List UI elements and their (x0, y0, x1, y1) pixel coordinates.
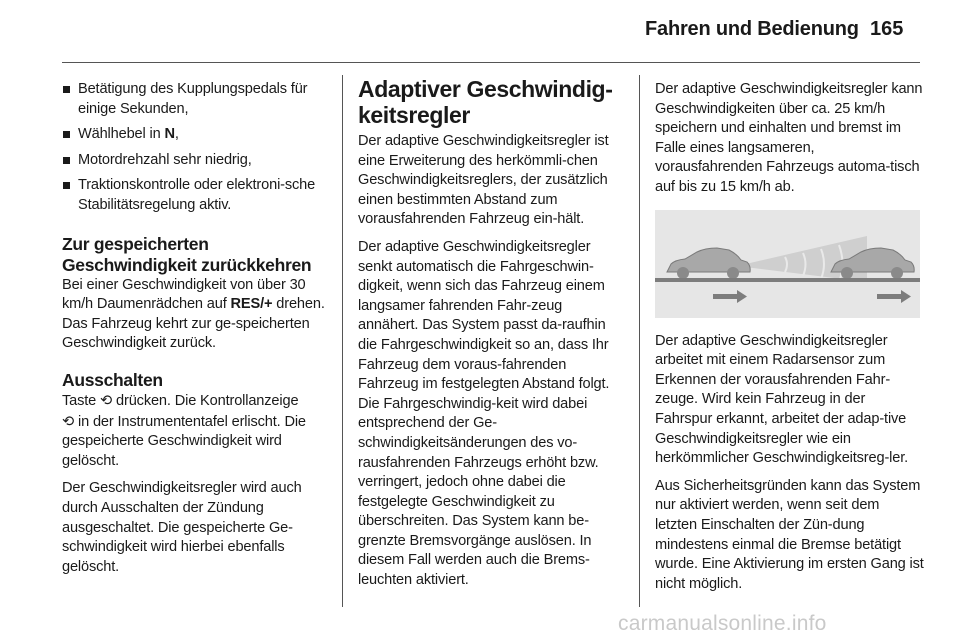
paragraph: Der adaptive Geschwindigkeitsregler senkt automatisch die Fahrgeschwin-digkeit, wenn sich das Fahrzeug einem langsamer fahrenden Fahr-zeug annähert. Das System passt da-raufhin die Fahrgeschwindigkeit so an, dass Ihr Fahrzeug dem voraus-fahrenden Fahrzeug im festgelegten Abstand folgt. Die Fahrgeschwindig-keit wird dabei entsprechend der Ge-schwindigkeitsänderungen des vo-rausfahrenden Fahrzeugs erhöht bzw. verringert, jedoch ohne dabei die festgelegte Geschwindigkeit zu überschreiten. Das System kann be-grenzte Bremsvorgänge auslösen. In diesem Fall werden auch die Brems-leuchten aktiviert. (358, 238, 610, 589)
paragraph: Der Geschwindigkeitsregler wird auch durch Ausschalten der Zündung ausgeschaltet. Die gespeicherte Ge-schwindigkeit wird hierbei ebenfalls gelöscht. (62, 480, 302, 575)
paragraph-text: in der Instrumententafel erlischt. Die gespeicherte Geschwindigkeit wird gelöscht. (62, 413, 306, 469)
list-item: Betätigung des Kupplungspedals für einige Sekunden, (62, 80, 328, 119)
paragraph-text: drehen. Das Fahrzeug kehrt zur ge-speicherten Geschwindigkeit zurück. (62, 296, 325, 352)
column-left (62, 80, 328, 585)
section-heading-acc: Adaptiver Geschwindig-keitsregler (358, 76, 613, 128)
paragraph: Der adaptive Geschwindigkeitsregler arbeitet mit einem Radarsensor zum Erkennen der vorausfahrenden Fahr-zeuge. Wird kein Fahrzeug in der Fahrspur erkannt, arbeitet der adap-tive Geschwindigkeitsregler wie ein herkömmlicher Geschwindigkeitsreg-ler. (655, 332, 909, 467)
condition-list (62, 80, 328, 216)
road-line (655, 278, 920, 282)
paragraph: Aus Sicherheitsgründen kann das System nur aktiviert werden, wenn seit dem letzten Einschalten der Zün-dung mindestens einmal die Bremse betätigt wurde. Eine Aktivierung im ersten Gang ist nicht möglich. (655, 477, 924, 592)
radar-diagram (655, 210, 920, 318)
header-divider (62, 62, 920, 63)
control-label-res: RES/+ (230, 296, 273, 313)
list-item-punct: , (174, 126, 179, 143)
page-header-title: Fahren und Bedienung (645, 18, 859, 40)
paragraph: Der adaptive Geschwindigkeitsregler kann Geschwindigkeiten über ca. 25 km/h speichern und einhalten und bremst im Falle eines langsameren, vorausfahrenden Fahrzeugs automa-tisch auf bis zu 15 km/h ab. (655, 81, 923, 195)
paragraph-text: Taste (62, 392, 101, 409)
cruise-control-icon: ⟲ (100, 391, 113, 409)
page-number: 165 (870, 18, 904, 40)
gear-letter: N (164, 126, 175, 143)
radar-illustration (655, 210, 920, 318)
paragraph-text: Bei einer Geschwindigkeit von über 30 km/h Daumenrädchen auf (62, 276, 306, 313)
list-item-text: Wählhebel in (78, 126, 165, 143)
section-heading-off: Ausschalten (62, 369, 163, 390)
watermark: carmanualsonline.info (618, 612, 827, 635)
column-divider-1 (342, 75, 343, 607)
cruise-control-icon: ⟲ (62, 412, 75, 430)
paragraph: Der adaptive Geschwindigkeitsregler ist eine Erweiterung des herkömmli-chen Geschwindigkeitsreglers, der zusätzlich einen bestimmten Abstand zum vorausfahrenden Fahrzeug ein-hält. (358, 133, 609, 228)
paragraph (62, 391, 328, 471)
list-item: Traktionskontrolle oder elektroni-sche Stabilitätsregelung aktiv. (62, 176, 328, 215)
column-middle (358, 76, 626, 599)
list-item (62, 125, 328, 145)
column-right (655, 80, 925, 602)
paragraph-text: drücken. Die Kontrollanzeige (112, 392, 299, 409)
paragraph (62, 276, 328, 354)
list-item: Motordrehzahl sehr niedrig, (62, 151, 328, 171)
column-divider-2 (639, 75, 640, 607)
section-heading-resume: Zur gespeicherten Geschwindigkeit zurückkehren (62, 233, 312, 275)
